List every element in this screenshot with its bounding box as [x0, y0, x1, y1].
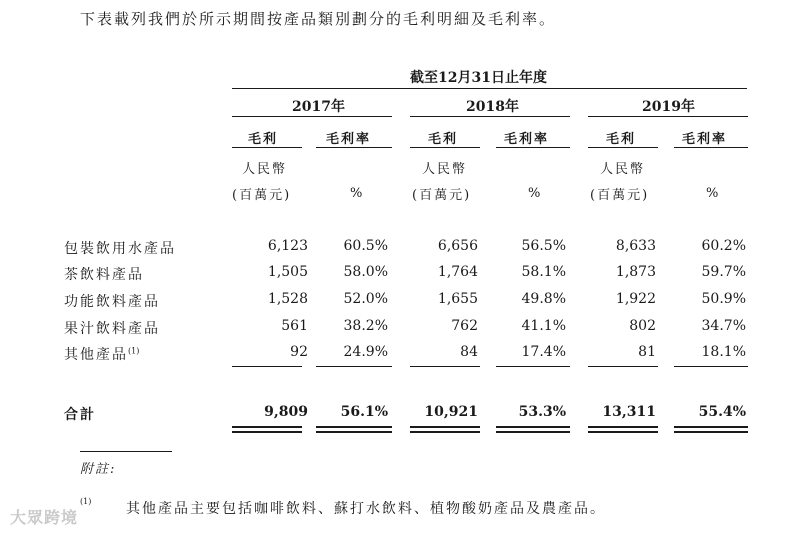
cell-value: 18.1% [701, 344, 746, 360]
cell-value: 8,633 [615, 238, 656, 254]
cell-value: 6,656 [437, 238, 478, 254]
year-rule-2018 [410, 116, 570, 117]
col-gross-profit-2018: 毛利 [428, 132, 459, 147]
col-margin-2018: 毛利率 [504, 132, 550, 147]
subtotal-rule [232, 366, 302, 367]
col-gross-profit-2019: 毛利 [606, 132, 637, 147]
row-label: 茶飲料產品 [64, 267, 144, 283]
cell-value: 92 [290, 344, 308, 360]
total-value: 13,311 [602, 404, 656, 420]
intro-paragraph: 下表載列我們於所示期間按產品類別劃分的毛利明細及毛利率。 [80, 10, 557, 28]
subtotal-rule [588, 366, 658, 367]
total-value: 9,809 [264, 404, 308, 420]
cell-value: 6,123 [267, 238, 308, 254]
watermark: 大眾跨境 [10, 508, 79, 527]
cell-value: 1,873 [615, 264, 656, 280]
col-margin-2019: 毛利率 [682, 132, 728, 147]
cell-value: 84 [460, 344, 478, 360]
sub-rule [674, 147, 748, 148]
cell-value: 52.0% [343, 291, 388, 307]
sub-rule [316, 147, 392, 148]
note-label: 附註: [80, 462, 117, 477]
col-gross-profit-2017: 毛利 [248, 132, 279, 147]
row-label: 果汁飲料產品 [64, 321, 160, 337]
total-value: 56.1% [340, 404, 388, 420]
sub-rule [496, 147, 570, 148]
cell-value: 17.4% [521, 344, 566, 360]
cell-value: 1,528 [267, 291, 308, 307]
row-label-text: 其他產品 [64, 347, 128, 363]
total-label: 合計 [64, 407, 96, 423]
cell-value: 58.0% [343, 264, 388, 280]
unit-million-2017: (百萬元) [232, 188, 292, 203]
unit-currency-2019: 人民幣 [600, 162, 646, 177]
year-rule-2019 [588, 116, 748, 117]
period-header: 截至12月31日止年度 [410, 70, 547, 86]
sub-rule [410, 147, 480, 148]
row-label: 功能飲料產品 [64, 294, 160, 310]
cell-value: 50.9% [701, 291, 746, 307]
year-header-2019: 2019年 [642, 99, 695, 115]
subtotal-rule [674, 366, 748, 367]
cell-value: 1,764 [437, 264, 478, 280]
total-value: 53.3% [518, 404, 566, 420]
cell-value: 1,922 [615, 291, 656, 307]
cell-value: 1,655 [437, 291, 478, 307]
row-label [64, 344, 139, 364]
sub-rule [588, 147, 658, 148]
cell-value: 41.1% [521, 318, 566, 334]
cell-value: 38.2% [343, 318, 388, 334]
cell-value: 59.7% [701, 264, 746, 280]
cell-value: 58.1% [521, 264, 566, 280]
year-header-2018: 2018年 [466, 99, 519, 115]
row-label: 包裝飲用水產品 [64, 241, 176, 257]
unit-percent-2019: % [706, 186, 721, 201]
cell-value: 561 [281, 318, 308, 334]
cell-value: 49.8% [521, 291, 566, 307]
cell-value: 34.7% [701, 318, 746, 334]
unit-million-2019: (百萬元) [590, 188, 650, 203]
subtotal-rule [496, 366, 570, 367]
total-value: 55.4% [698, 404, 746, 420]
sub-rule [232, 147, 302, 148]
footnote-ref: (1) [128, 346, 140, 356]
cell-value: 56.5% [521, 238, 566, 254]
year-rule-2017 [232, 116, 392, 117]
unit-percent-2018: % [528, 186, 543, 201]
unit-million-2018: (百萬元) [412, 188, 472, 203]
cell-value: 81 [638, 344, 656, 360]
unit-currency-2017: 人民幣 [242, 162, 288, 177]
unit-currency-2018: 人民幣 [422, 162, 468, 177]
cell-value: 24.9% [343, 344, 388, 360]
cell-value: 60.5% [343, 238, 388, 254]
note-marker: (1) [80, 497, 92, 506]
cell-value: 762 [451, 318, 478, 334]
cell-value: 802 [629, 318, 656, 334]
unit-percent-2017: % [350, 186, 365, 201]
subtotal-rule [410, 366, 480, 367]
subtotal-rule [316, 366, 392, 367]
period-rule [232, 88, 747, 89]
cell-value: 60.2% [701, 238, 746, 254]
cell-value: 1,505 [267, 264, 308, 280]
total-value: 10,921 [424, 404, 478, 420]
note-text: 其他產品主要包括咖啡飲料、蘇打水飲料、植物酸奶產品及農產品。 [126, 501, 606, 517]
col-margin-2017: 毛利率 [326, 132, 372, 147]
note-rule [80, 451, 172, 452]
year-header-2017: 2017年 [292, 99, 345, 115]
